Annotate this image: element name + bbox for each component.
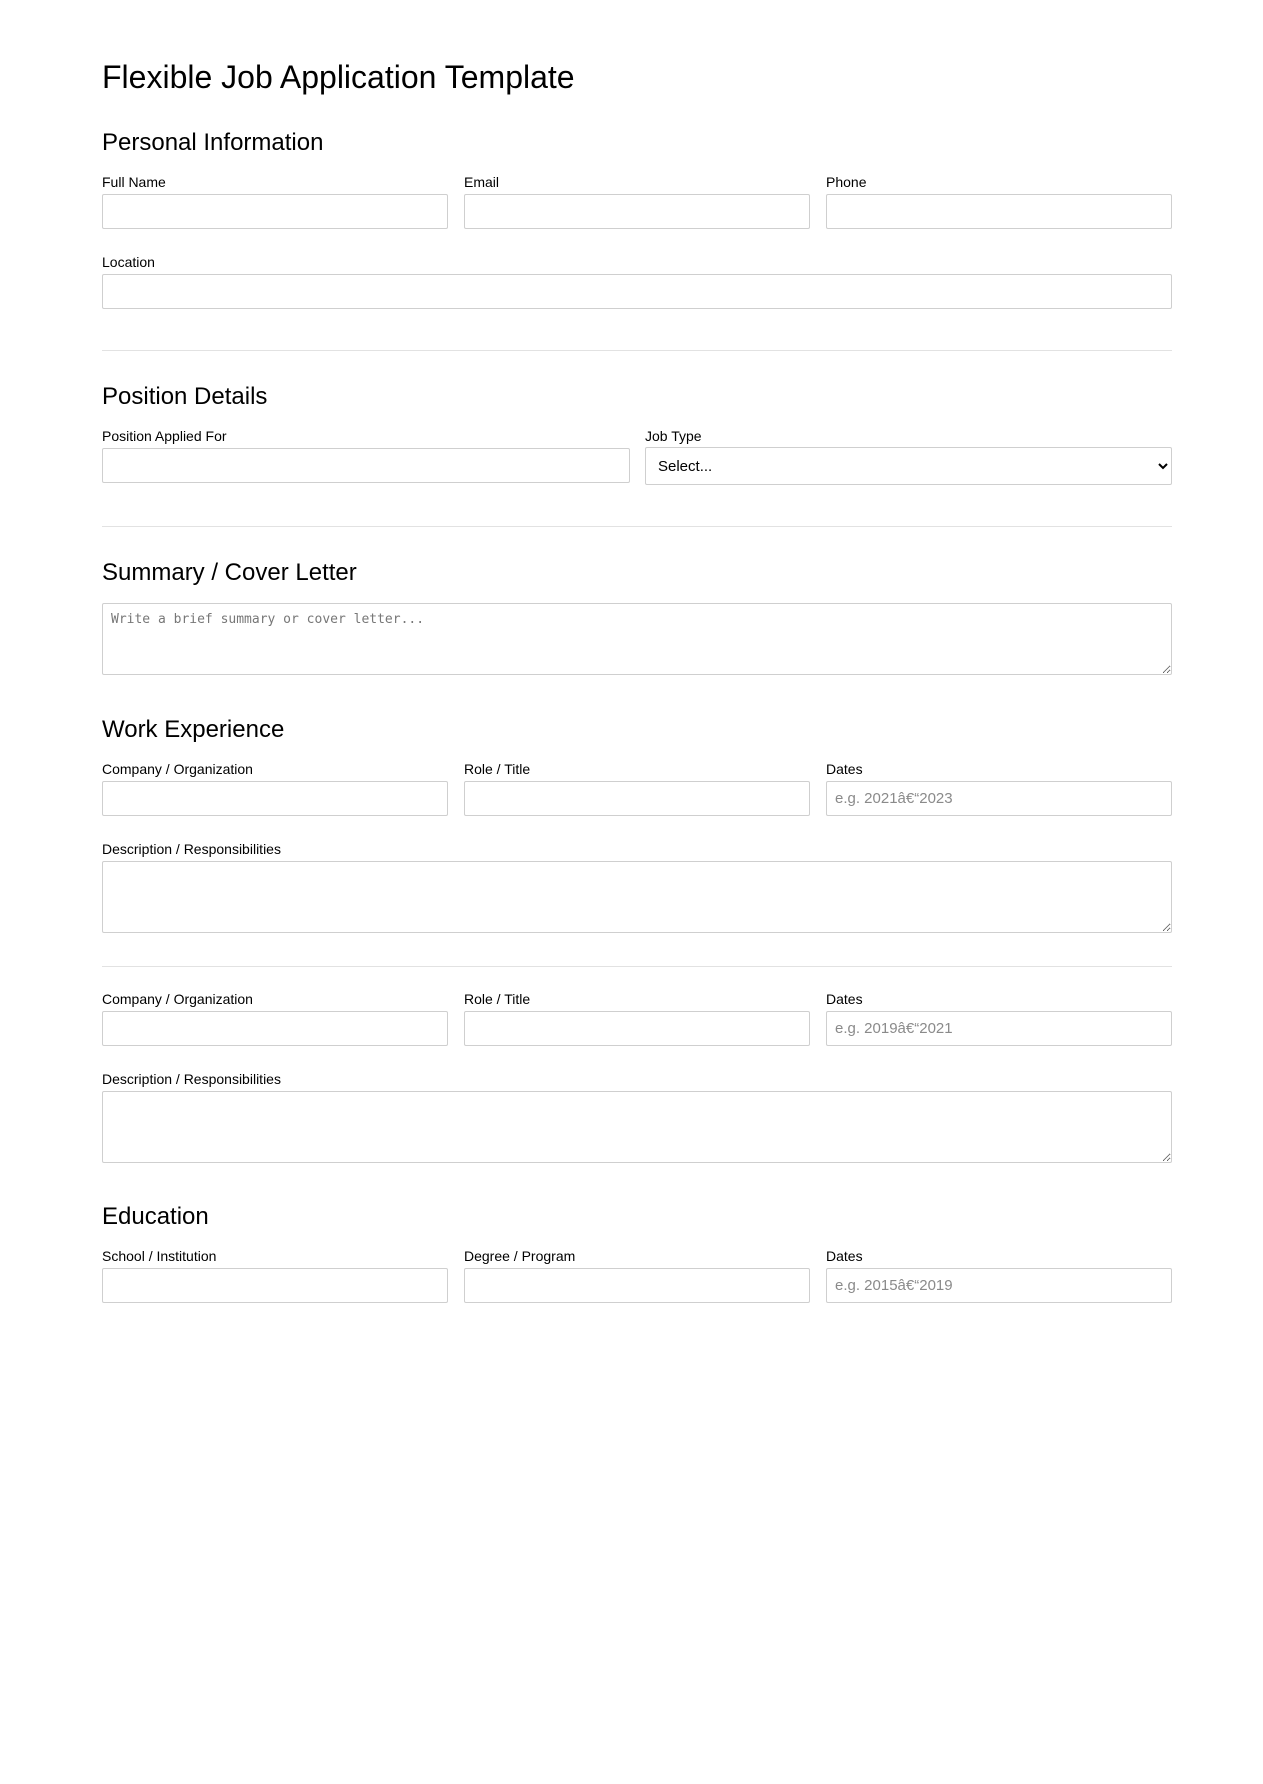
dates-input[interactable] <box>826 1011 1172 1046</box>
phone-label: Phone <box>826 174 867 190</box>
role-input[interactable] <box>464 1011 810 1046</box>
section-heading-work: Work Experience <box>102 716 285 743</box>
position-applied-label: Position Applied For <box>102 428 227 444</box>
company-input[interactable] <box>102 781 448 816</box>
description-label: Description / Responsibilities <box>102 841 281 857</box>
company-label: Company / Organization <box>102 991 253 1007</box>
email-input[interactable] <box>464 194 810 229</box>
education-dates-label: Dates <box>826 1248 863 1264</box>
section-heading-personal: Personal Information <box>102 129 324 156</box>
degree-label: Degree / Program <box>464 1248 576 1264</box>
email-label: Email <box>464 174 500 190</box>
school-label: School / Institution <box>102 1248 217 1264</box>
phone-input[interactable] <box>826 194 1172 229</box>
location-input[interactable] <box>102 274 1172 309</box>
position-applied-input[interactable] <box>102 448 630 483</box>
divider <box>102 966 1172 967</box>
degree-input[interactable] <box>464 1268 810 1303</box>
role-input[interactable] <box>464 781 810 816</box>
description-textarea[interactable] <box>102 1091 1172 1163</box>
location-label: Location <box>102 254 155 270</box>
job-type-select[interactable] <box>645 447 1172 485</box>
full-name-label: Full Name <box>102 174 166 190</box>
role-label: Role / Title <box>464 991 531 1007</box>
page-title: Flexible Job Application Template <box>102 59 575 95</box>
divider <box>102 526 1172 527</box>
description-textarea[interactable] <box>102 861 1172 933</box>
dates-input[interactable] <box>826 781 1172 816</box>
company-input[interactable] <box>102 1011 448 1046</box>
summary-textarea[interactable] <box>102 603 1172 675</box>
divider <box>102 350 1172 351</box>
role-label: Role / Title <box>464 761 531 777</box>
section-heading-summary: Summary / Cover Letter <box>102 559 357 586</box>
section-heading-education: Education <box>102 1203 209 1230</box>
education-dates-input[interactable] <box>826 1268 1172 1303</box>
job-type-label: Job Type <box>645 428 702 444</box>
company-label: Company / Organization <box>102 761 253 777</box>
section-heading-position: Position Details <box>102 383 268 410</box>
dates-label: Dates <box>826 991 863 1007</box>
description-label: Description / Responsibilities <box>102 1071 281 1087</box>
school-input[interactable] <box>102 1268 448 1303</box>
full-name-input[interactable] <box>102 194 448 229</box>
dates-label: Dates <box>826 761 863 777</box>
